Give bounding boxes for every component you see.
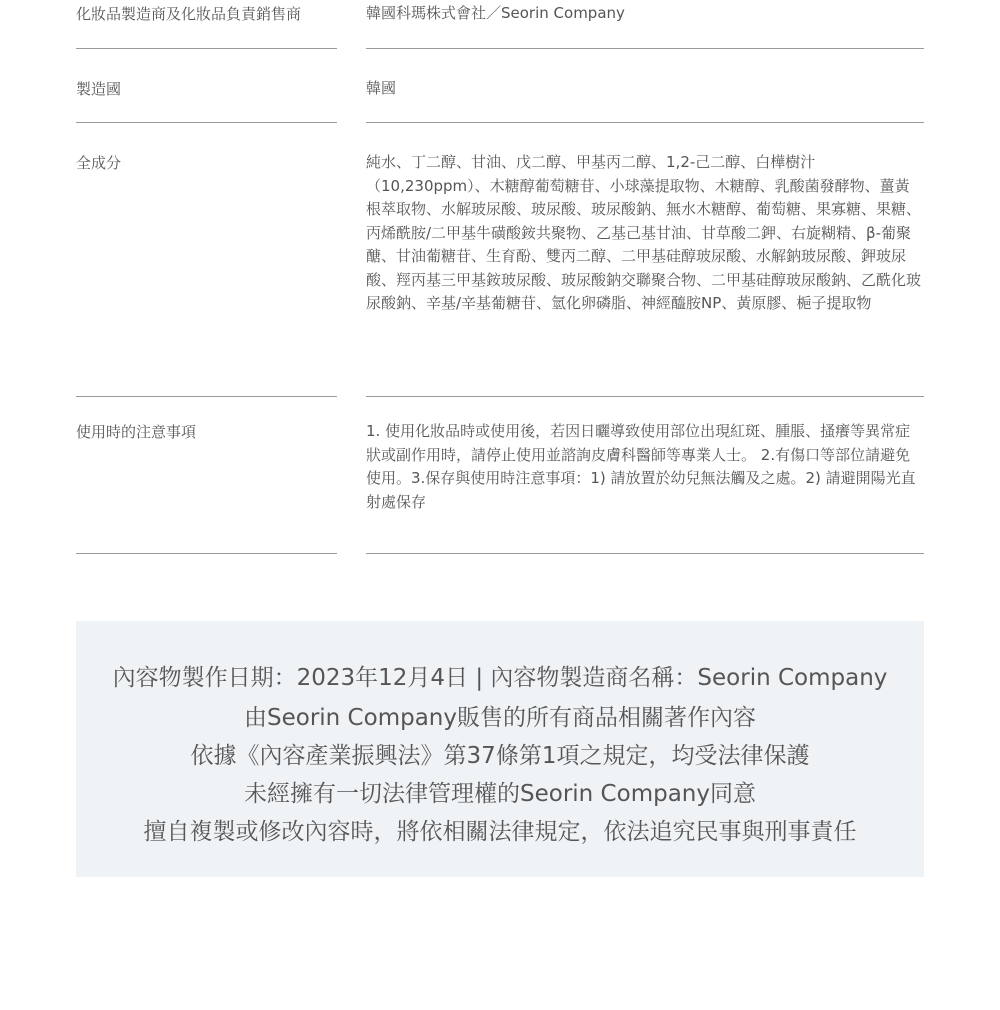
info-row-ingredients [76,123,924,397]
info-value: 韓國 [366,49,924,123]
copyright-line: 擅自複製或修改內容時，將依相關法律規定，依法追究民事與刑事責任 [143,819,857,845]
info-row-precautions [76,397,924,554]
info-label: 使用時的注意事項 [76,397,337,554]
info-label: 製造國 [76,49,337,123]
copyright-line: 依據《內容產業振興法》第37條第1項之規定，均受法律保護 [190,743,810,769]
info-value: 純水、丁二醇、甘油、戊二醇、甲基丙二醇、1,2-己二醇、白樺樹汁（10,230ppm）、木糖醇葡萄糖苷、小球藻提取物、木糖醇、乳酸菌發酵物、薑黃根萃取物、水解玻尿酸、玻尿酸、玻尿酸鈉、無水木糖醇、葡萄糖、果寡糖、果糖、丙烯酰胺/二甲基牛磺酸銨共聚物、乙基己基甘油、甘草酸二鉀、右旋糊精、β-葡聚醣、甘油葡糖苷、生育酚、雙丙二醇、二甲基硅醇玻尿酸、水解鈉玻尿酸、鉀玻尿酸、羥丙基三甲基銨玻尿酸、玻尿酸鈉交聯聚合物、二甲基硅醇玻尿酸鈉、乙酰化玻尿酸鈉、辛基/辛基葡糖苷、氫化卵磷脂、神經醯胺NP、黃原膠、梔子提取物 [366,123,924,397]
copyright-line: 未經擁有一切法律管理權的Seorin Company同意 [244,781,756,807]
info-row-manufacturer [76,0,924,49]
info-value: 韓國科瑪株式會社／Seorin Company [366,0,924,49]
copyright-notice-box [76,621,924,877]
content-date-line: 內容物製作日期：2023年12月4日 | 內容物製造商名稱：Seorin Company [112,665,888,691]
product-info-table [76,0,924,554]
info-row-country [76,49,924,123]
copyright-line: 由Seorin Company販售的所有商品相關著作內容 [244,705,756,731]
info-label: 化妝品製造商及化妝品負責銷售商 [76,0,337,49]
info-label: 全成分 [76,123,337,397]
info-value: 1. 使用化妝品時或使用後，若因日曬導致使用部位出現紅斑、腫脹、搔癢等異常症狀或副作用時，請停止使用並諮詢皮膚科醫師等專業人士。 2.有傷口等部位請避免使用。3.保存與使用時注意事項：1) 請放置於幼兒無法觸及之處。2) 請避開陽光直射處保存 [366,397,924,554]
